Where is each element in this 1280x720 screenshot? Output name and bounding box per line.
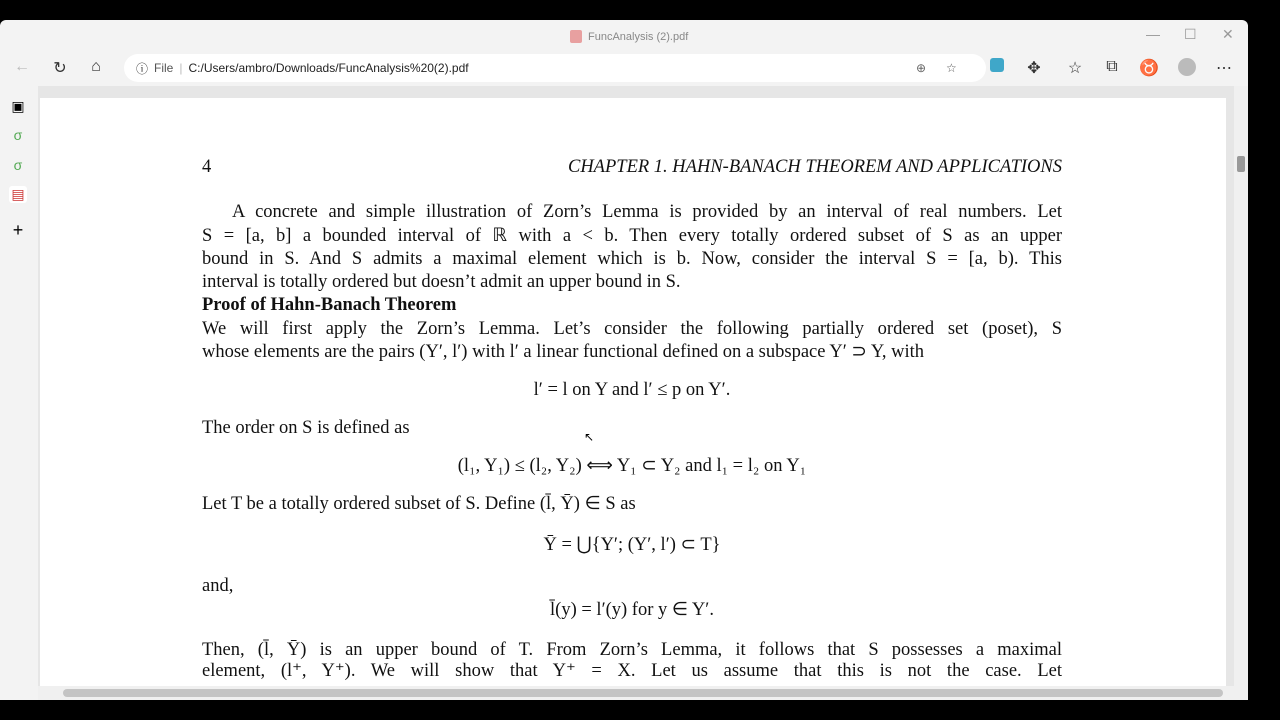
url-text: C:/Users/ambro/Downloads/FuncAnalysis%20(2).pdf bbox=[188, 61, 469, 75]
window-title-text: FuncAnalysis (2).pdf bbox=[588, 30, 689, 43]
extensions-icon[interactable]: ✥ bbox=[1027, 60, 1041, 77]
pdf-tab-icon[interactable]: ▤ bbox=[9, 186, 27, 203]
page-header bbox=[202, 156, 1062, 180]
pdf-icon bbox=[570, 30, 582, 43]
home-button[interactable]: ⌂ bbox=[91, 58, 101, 75]
text-line: Then, (l̄, Ȳ) is an upper bound of T. From Zorn’s Lemma, it follows that S possesses a maximal bbox=[202, 640, 1062, 660]
separator: | bbox=[179, 61, 183, 75]
browser-window bbox=[0, 20, 1248, 700]
favorite-add-icon[interactable]: ☆ bbox=[946, 61, 957, 75]
text-line: whose elements are the pairs (Y′, l′) with l′ a linear functional defined on a subspace Y′ ⊃ Y, with bbox=[202, 342, 924, 362]
pdf-viewer bbox=[38, 86, 1248, 700]
maximize-button[interactable]: ☐ bbox=[1184, 26, 1197, 42]
text-line: A concrete and simple illustration of Zorn’s Lemma is provided by an interval of real numbers. Let bbox=[232, 202, 1062, 222]
sidebar-app-icon[interactable]: σ bbox=[13, 157, 23, 173]
extension-cloud-icon[interactable] bbox=[990, 58, 1004, 72]
address-bar[interactable] bbox=[124, 54, 986, 82]
horizontal-scrollbar[interactable] bbox=[38, 686, 1234, 700]
text-line: and, bbox=[202, 576, 234, 596]
sidebar bbox=[0, 86, 36, 700]
back-button[interactable]: ← bbox=[14, 58, 30, 75]
more-menu-icon[interactable]: ⋯ bbox=[1216, 60, 1232, 77]
pdf-page bbox=[40, 98, 1226, 686]
refresh-button[interactable]: ↻ bbox=[53, 60, 67, 77]
favorites-icon[interactable]: ☆ bbox=[1067, 60, 1083, 77]
performance-icon[interactable]: ♉ bbox=[1139, 60, 1159, 77]
section-heading: Proof of Hahn-Banach Theorem bbox=[202, 295, 457, 315]
display-equation: Ȳ = ⋃{Y′; (Y′, l′) ⊂ T} bbox=[543, 535, 721, 555]
vertical-scrollbar[interactable] bbox=[1234, 86, 1248, 700]
title-bar bbox=[0, 20, 1248, 52]
page-number: 4 bbox=[202, 157, 212, 177]
text-line: Let T be a totally ordered subset of S. Define (l̄, Ȳ) ∈ S as bbox=[202, 494, 636, 514]
add-tab-icon[interactable]: + bbox=[12, 220, 24, 240]
text-line: element, (l⁺, Y⁺). We will show that Y⁺ = X. Let us assume that this is not the case. Let bbox=[202, 661, 1062, 681]
scheme-label: File bbox=[154, 61, 174, 75]
text-line: interval is totally ordered but doesn’t admit an upper bound in S. bbox=[202, 272, 681, 292]
mouse-cursor: ↖ bbox=[584, 430, 595, 444]
minimize-button[interactable]: — bbox=[1146, 26, 1160, 42]
text-line: bound in S. And S admits a maximal element which is b. Now, consider the interval S = [a, b). This bbox=[202, 249, 1062, 269]
display-equation: l′ = l on Y and l′ ≤ p on Y′. bbox=[533, 380, 731, 400]
profile-avatar[interactable] bbox=[1178, 58, 1196, 76]
display-equation: (l₁, Y₁) ≤ (l₂, Y₂) ⟺ Y₁ ⊂ Y₂ and l₁ = l₂ on Y₁ bbox=[457, 456, 807, 476]
text-line: S = [a, b] a bounded interval of ℝ with a < b. Then every totally ordered subset of S as an upper bbox=[202, 226, 1062, 246]
toolbar bbox=[0, 52, 1248, 86]
tab-actions-icon[interactable]: ▣ bbox=[11, 98, 25, 114]
display-equation: l̄(y) = l′(y) for y ∈ Y′. bbox=[550, 600, 714, 620]
sidebar-app-icon[interactable]: σ bbox=[13, 127, 23, 143]
info-icon: ⓘ bbox=[136, 61, 149, 76]
text-line: We will first apply the Zorn’s Lemma. Let’s consider the following partially ordered set (poset), S bbox=[202, 319, 1062, 339]
collections-icon[interactable]: ⧉ bbox=[1106, 58, 1118, 75]
text-line: The order on S is defined as bbox=[202, 418, 410, 438]
window-title bbox=[570, 30, 688, 43]
running-header: CHAPTER 1. HAHN-BANACH THEOREM AND APPLICATIONS bbox=[567, 157, 1062, 177]
zoom-icon[interactable]: ⊕ bbox=[916, 61, 927, 75]
close-button[interactable]: ✕ bbox=[1222, 26, 1234, 42]
